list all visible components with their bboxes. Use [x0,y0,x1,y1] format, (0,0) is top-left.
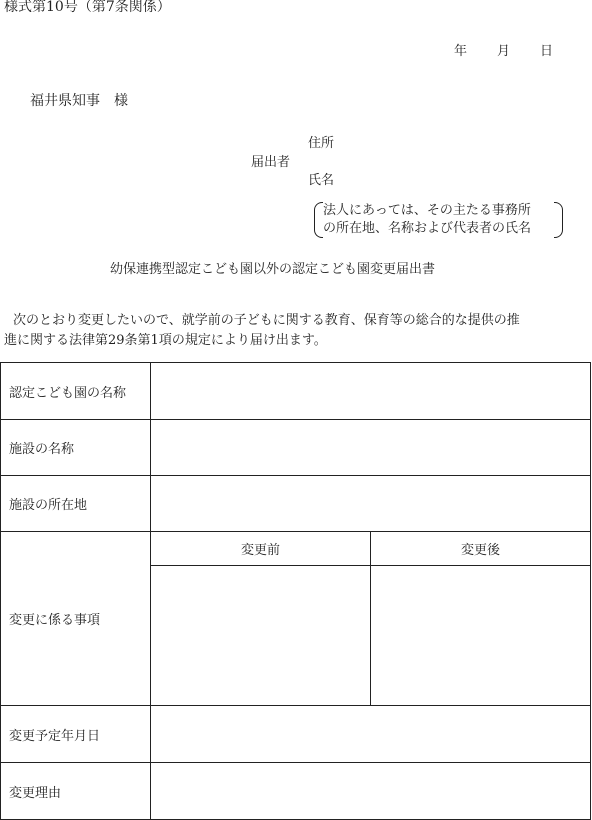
date-day-label: 日 [540,44,554,59]
table-row [1,706,591,763]
addressee: 福井県知事 様 [30,93,128,109]
before-header: 変更前 [151,532,371,566]
table-row [1,532,591,566]
date-line [454,44,553,59]
reason-field[interactable] [151,763,591,820]
institution-name-field[interactable] [151,420,591,476]
institution-name-label: 施設の名称 [1,420,151,476]
table-row [1,420,591,476]
facility-name-label: 認定こども園の名称 [1,363,151,420]
planned-date-field[interactable] [151,706,591,763]
facility-name-field[interactable] [151,363,591,420]
body-text-line2: 進に関する法律第29条第1項の規定により届け出ます。 [4,333,327,348]
address-label: 住所 [308,136,335,151]
corporate-note-line1: 法人にあっては、その主たる事務所 [323,203,531,218]
planned-date-label: 変更予定年月日 [1,706,151,763]
left-bracket [314,202,323,238]
date-month-label: 月 [497,44,511,59]
name-label: 氏名 [308,173,335,188]
before-field[interactable] [151,566,371,706]
body-text-line1: 次のとおり変更したいので、就学前の子どもに関する教育、保育等の総合的な提供の推 [13,313,520,328]
corporate-note-line2: の所在地、名称および代表者の氏名 [323,221,532,236]
reason-label: 変更理由 [1,763,151,820]
table-row [1,763,591,820]
table-row [1,476,591,532]
after-field[interactable] [371,566,591,706]
document-title: 幼保連携型認定こども園以外の認定こども園変更届出書 [110,262,436,277]
change-form-table [0,362,591,820]
date-year-label: 年 [454,44,468,59]
after-header: 変更後 [371,532,591,566]
location-label: 施設の所在地 [1,476,151,532]
changes-label: 変更に係る事項 [1,532,151,706]
right-bracket [554,202,563,238]
notifier-label: 届出者 [251,155,291,170]
location-field[interactable] [151,476,591,532]
form-number: 様式第10号（第7条関係） [4,0,171,15]
table-row [1,363,591,420]
